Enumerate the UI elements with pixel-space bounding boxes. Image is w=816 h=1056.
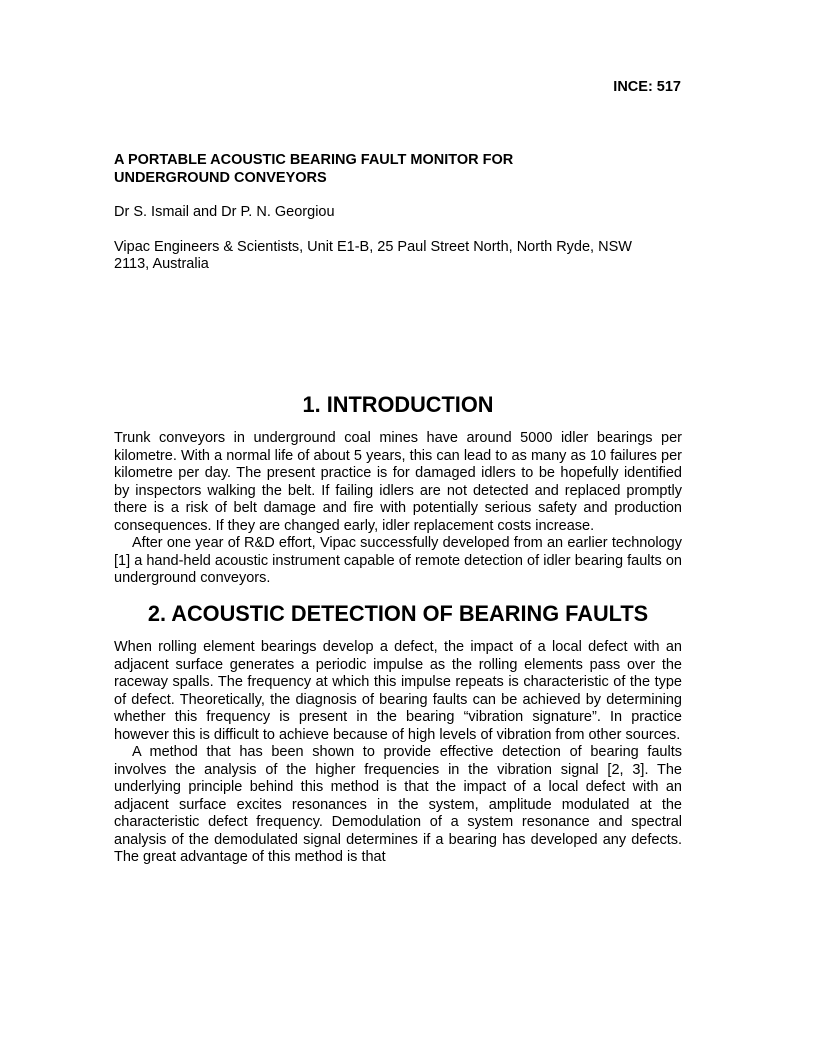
section-heading-acoustic-detection: 2. ACOUSTIC DETECTION OF BEARING FAULTS — [147, 600, 649, 626]
paper-title: A PORTABLE ACOUSTIC BEARING FAULT MONITOR FOR UNDERGROUND CONVEYORS — [114, 152, 514, 186]
author-affiliation: Vipac Engineers & Scientists, Unit E1-B, 25 Paul Street North, North Ryde, NSW 2113, Australia — [114, 238, 632, 272]
paragraph-acoustic-detection-2: A method that has been shown to provide effective detection of bearing faults involves the analysis of the higher frequencies in the vibration signal [2, 3]. The underlying principle behind this method is that the impact of a local defect with an adjacent surface excites resonances in the system, amplitude modulated at the characteristic defect frequency. Demodulation of a system resonance and spectral analysis of the demodulated signal determines if a bearing has developed any defects. The great advantage of this method is that — [114, 744, 682, 865]
paragraph-introduction-1: Trunk conveyors in underground coal mines have around 5000 idler bearings per kilometre. With a normal life of about 5 years, this can lead to as many as 10 failures per kilometre per day. The present practice is for damaged idlers to be hopefully identified by inspectors walking the belt. If failing idlers are not detected and replaced promptly there is a risk of belt damage and fire with potentially serious safety and production consequences. If they are changed early, idler replacement costs increase. — [114, 430, 682, 534]
paragraph-introduction-2: After one year of R&D effort, Vipac successfully developed from an earlier technology [1] a hand-held acoustic instrument capable of remote detection of idler bearing faults on underground conveyors. — [114, 535, 682, 586]
paper-id: INCE: 517 — [613, 79, 681, 95]
document-body — [114, 152, 682, 867]
paper-authors: Dr S. Ismail and Dr P. N. Georgiou — [114, 204, 335, 220]
section-heading-introduction: 1. INTRODUCTION — [302, 391, 494, 417]
paragraph-acoustic-detection-1: When rolling element bearings develop a defect, the impact of a local defect with an adjacent surface generates a periodic impulse as the rolling elements pass over the raceway spalls. The frequency at which this impulse repeats is characteristic of the type of defect. Theoretically, the diagnosis of bearing faults can be achieved by determining whether this frequency is present in the bearing “vibration signature”. In practice however this is difficult to achieve because of high levels of vibration from other sources. — [114, 639, 682, 743]
